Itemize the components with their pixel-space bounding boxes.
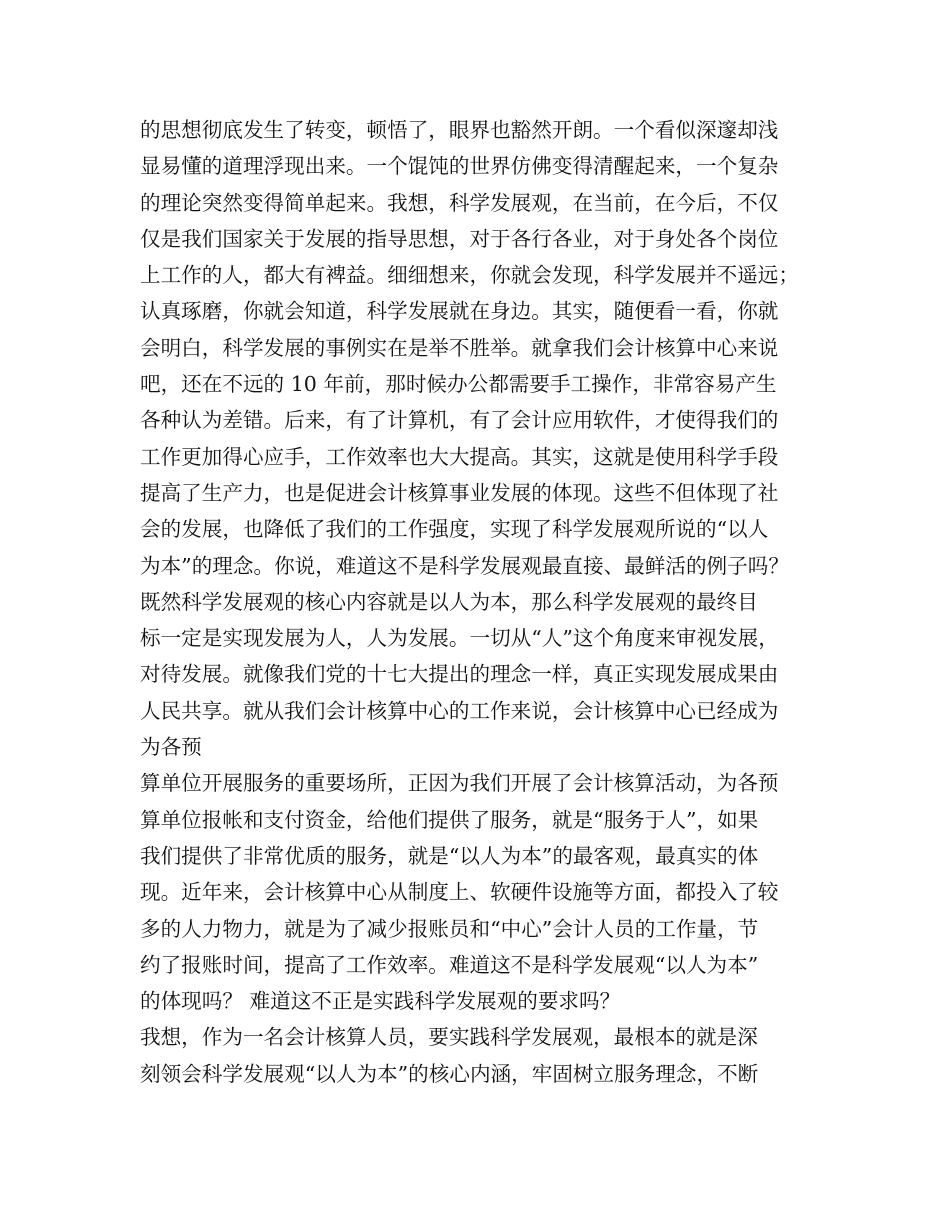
- text-line: 吧，还在不远的 10 年前，那时候办公都需要手工操作，非常容易产生: [140, 372, 777, 397]
- text-line: 对待发展。就像我们党的十七大提出的理念一样，真正实现发展成果由: [140, 662, 779, 687]
- text-line: 会的发展，也降低了我们的工作强度，实现了科学发展观所说的“以人: [140, 517, 769, 542]
- text-line: 我想，作为一名会计核算人员，要实践科学发展观，最根本的就是深: [140, 1025, 758, 1050]
- text-line: 标一定是实现发展为人，人为发展。一切从“人”这个角度来审视发展，: [140, 626, 779, 651]
- text-line: 既然科学发展观的核心内容就是以人为本，那么科学发展观的最终目: [140, 589, 758, 614]
- text-line: 各种认为差错。后来，有了计算机，有了会计应用软件，才使得我们的: [140, 408, 779, 433]
- text-line: 上工作的人，都大有裨益。细细想来，你就会发现，科学发展并不遥远；: [140, 263, 799, 288]
- text-line: 为各预: [140, 735, 202, 760]
- text-line: 算单位报帐和支付资金，给他们提供了服务，就是“服务于人”，如果: [140, 807, 759, 832]
- text-line: 仅是我们国家关于发展的指导思想，对于各行各业，对于身处各个岗位: [140, 226, 779, 251]
- text-line: 的思想彻底发生了转变，顿悟了，眼界也豁然开朗。一个看似深邃却浅: [140, 118, 779, 142]
- text-line: 现。近年来，会计核算中心从制度上、软硬件设施等方面，都投入了较: [140, 880, 779, 905]
- text-line: 约了报账时间，提高了工作效率。难道这不是科学发展观“以人为本”: [140, 952, 759, 977]
- body-text: [140, 112, 820, 1092]
- text-line: 为本”的理念。你说，难道这不是科学发展观最直接、最鲜活的例子吗？: [140, 553, 789, 578]
- text-line: 的体现吗？ 难道这不正是实践科学发展观的要求吗？: [140, 989, 621, 1014]
- text-line: 的理论突然变得简单起来。我想，科学发展观，在当前，在今后，不仅: [140, 190, 779, 215]
- text-line: 提高了生产力，也是促进会计核算事业发展的体现。这些不但体现了社: [140, 480, 779, 505]
- text-line: 我们提供了非常优质的服务，就是“以人为本”的最客观，最真实的体: [140, 843, 759, 868]
- text-line: 显易懂的道理浮现出来。一个馄饨的世界仿佛变得清醒起来，一个复杂: [140, 154, 779, 179]
- text-line: 刻领会科学发展观“以人为本”的核心内涵，牢固树立服务理念，不断: [140, 1061, 759, 1086]
- text-line: 算单位开展服务的重要场所，正因为我们开展了会计核算活动，为各预: [140, 771, 779, 796]
- text-line: 人民共享。就从我们会计核算中心的工作来说，会计核算中心已经成为: [140, 698, 779, 723]
- text-line: 多的人力物力，就是为了减少报账员和“中心”会计人员的工作量，节: [140, 916, 759, 941]
- text-line: 会明白，科学发展的事例实在是举不胜举。就拿我们会计核算中心来说: [140, 335, 779, 360]
- text-line: 认真琢磨，你就会知道，科学发展就在身边。其实，随便看一看，你就: [140, 299, 779, 324]
- text-line: 工作更加得心应手，工作效率也大大提高。其实，这就是使用科学手段: [140, 444, 779, 469]
